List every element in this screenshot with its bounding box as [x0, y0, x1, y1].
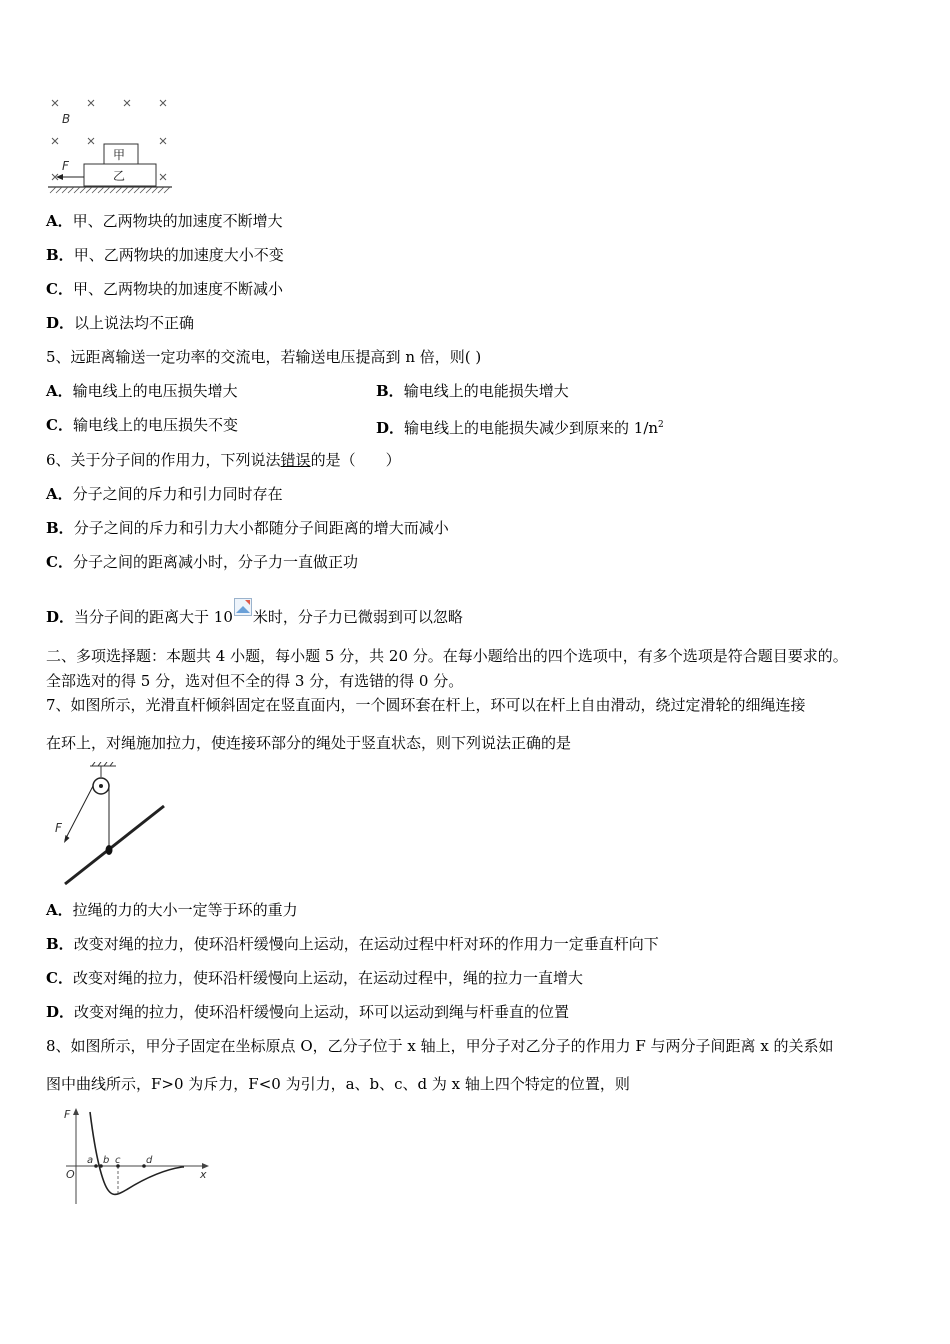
q4-figure — [46, 96, 176, 200]
rope-left — [65, 786, 93, 840]
q6-option-d — [46, 598, 463, 627]
option-text: 甲、乙两物块的加速度不断减小 — [72, 280, 283, 298]
option-letter: B． — [46, 519, 74, 537]
q7-option-d — [46, 1002, 569, 1022]
q8-stem-line2: 图中曲线所示，F>0 为斥力，F<0 为引力，a、b、c、d 为 x 轴上四个特定的位置，则 — [46, 1075, 630, 1093]
label-b: b — [103, 1155, 110, 1166]
stem-emphasis: 错误 — [280, 451, 311, 469]
broken-image-icon — [234, 598, 252, 616]
rope-arrowhead — [64, 835, 70, 843]
q6-option-b — [46, 518, 449, 538]
q4-option-c — [46, 279, 283, 299]
option-letter: A． — [46, 901, 73, 919]
option-letter: B． — [376, 382, 404, 400]
option-letter: B． — [46, 246, 74, 264]
option-letter: D． — [376, 419, 405, 437]
option-letter: B． — [46, 935, 74, 953]
option-text: 拉绳的力的大小一定等于环的重力 — [72, 901, 298, 919]
ground-hatch — [50, 187, 170, 193]
inclined-rod — [65, 806, 164, 884]
field-label-b: B — [62, 112, 71, 126]
option-text: 米时，分子力已微弱到可以忽略 — [252, 608, 463, 626]
label-x: x — [200, 1168, 207, 1181]
label-f: F — [64, 1108, 71, 1121]
label-c: c — [115, 1155, 121, 1166]
option-letter: C． — [46, 553, 73, 571]
stem-part: 的是（ ） — [310, 451, 401, 469]
option-text: 甲、乙两物块的加速度不断增大 — [72, 212, 283, 230]
q7-figure — [50, 762, 175, 888]
option-text: 改变对绳的拉力，使环沿杆缓慢向上运动，在运动过程中杆对环的作用力一定垂直杆向下 — [73, 935, 659, 953]
option-letter: A． — [46, 382, 73, 400]
option-text: 分子之间的斥力和引力同时存在 — [72, 485, 283, 503]
q5-option-d — [376, 415, 664, 438]
q8-force-curve-figure — [52, 1104, 222, 1212]
option-text: 当分子间的距离大于 10 — [74, 608, 233, 626]
q7-option-c — [46, 968, 583, 988]
option-text: 改变对绳的拉力，使环沿杆缓慢向上运动，在运动过程中，绳的拉力一直增大 — [72, 969, 583, 987]
superscript: 2 — [658, 420, 664, 430]
ceiling-mount — [90, 762, 116, 777]
q7-stem-line2: 在环上，对绳施加拉力，使连接环部分的绳处于竖直状态，则下列说法正确的是 — [46, 734, 572, 752]
option-letter: D． — [46, 1003, 75, 1021]
q4-option-b — [46, 245, 284, 265]
label-o: O — [66, 1168, 75, 1181]
label-d: d — [146, 1155, 153, 1166]
option-text: 改变对绳的拉力，使环沿杆缓慢向上运动，环可以运动到绳与杆垂直的位置 — [74, 1003, 570, 1021]
q6-option-c — [46, 552, 358, 572]
q5-option-b — [376, 381, 569, 401]
stem-part: 6、关于分子间的作用力，下列说法 — [46, 451, 281, 469]
option-letter: C． — [46, 280, 73, 298]
q6-option-a — [46, 484, 283, 504]
option-text: 输电线上的电压损失增大 — [72, 382, 238, 400]
option-text: 甲、乙两物块的加速度大小不变 — [73, 246, 284, 264]
q5-option-c — [46, 415, 238, 435]
option-text: 输电线上的电能损失减少到原来的 1/n — [404, 419, 659, 437]
q4-option-d — [46, 313, 194, 333]
option-text: 输电线上的电压损失不变 — [72, 416, 238, 434]
force-label-f: F — [55, 821, 62, 835]
q7-option-a — [46, 900, 298, 920]
option-text: 分子之间的斥力和引力大小都随分子间距离的增大而减小 — [73, 519, 449, 537]
option-letter: A． — [46, 212, 73, 230]
option-letter: D． — [46, 314, 75, 332]
option-letter: D． — [46, 608, 75, 626]
q6-stem — [46, 450, 401, 470]
block-jia-label: 甲 — [113, 148, 126, 162]
section2-line1: 二、多项选择题：本题共 4 小题，每小题 5 分，共 20 分。在每小题给出的四个选项中，有多个选项是符合题目要求的。 — [46, 647, 848, 665]
point-a — [94, 1164, 98, 1168]
force-curve — [90, 1112, 184, 1194]
option-text: 分子之间的距离减小时，分子力一直做正功 — [72, 553, 358, 571]
pulley-axle — [99, 784, 103, 788]
q7-option-b — [46, 934, 659, 954]
label-a: a — [87, 1155, 94, 1166]
q4-option-a — [46, 211, 283, 231]
force-label-f: F — [62, 159, 69, 173]
ring — [106, 845, 113, 855]
q8-stem-line1: 8、如图所示，甲分子固定在坐标原点 O，乙分子位于 x 轴上，甲分子对乙分子的作用力 F 与两分子间距离 x 的关系如 — [46, 1037, 834, 1055]
f-axis-arrow — [73, 1108, 79, 1115]
option-letter: C． — [46, 969, 73, 987]
option-letter: A． — [46, 485, 73, 503]
q7-stem-line1: 7、如图所示，光滑直杆倾斜固定在竖直面内，一个圆环套在杆上，环可以在杆上自由滑动，绕过定滑轮的细绳连接 — [46, 696, 806, 714]
q5-option-a — [46, 381, 238, 401]
block-yi-label: 乙 — [113, 169, 126, 183]
section2-line2: 全部选对的得 5 分，选对但不全的得 3 分，有选错的得 0 分。 — [46, 672, 464, 690]
option-text: 以上说法均不正确 — [74, 314, 195, 332]
option-letter: C． — [46, 416, 73, 434]
option-text: 输电线上的电能损失增大 — [403, 382, 569, 400]
q5-stem: 5、远距离输送一定功率的交流电，若输送电压提高到 n 倍，则( ) — [46, 348, 482, 366]
